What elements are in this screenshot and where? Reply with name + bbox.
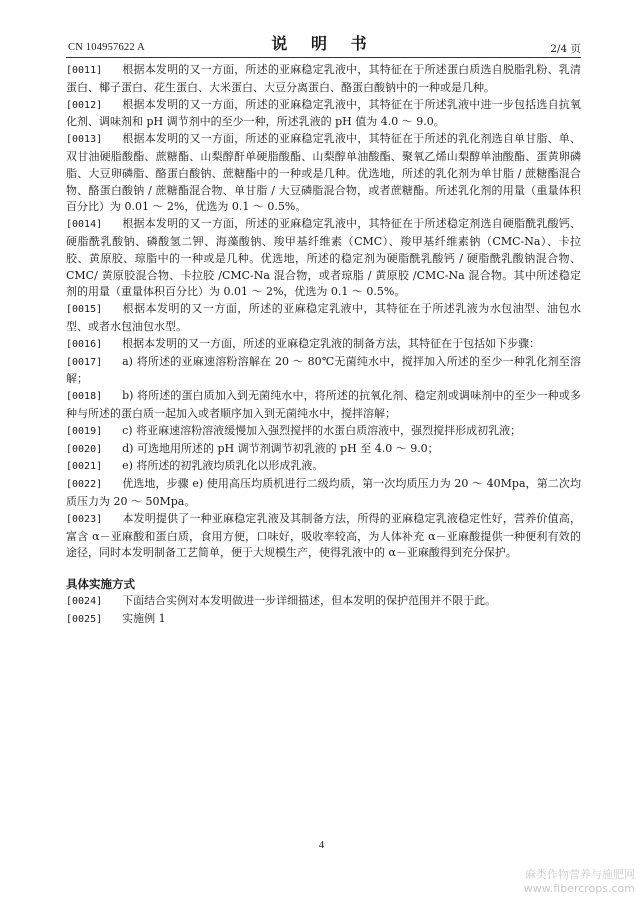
document-body [66, 62, 581, 629]
paragraph-0023 [66, 511, 581, 562]
site-watermark [524, 868, 635, 896]
paragraph-0013 [66, 131, 581, 216]
paragraph-text: 优选地，步骤 e) 使用高压均质机进行二级均质，第一次均质压力为 20 ～ 40Mpa，第二次均质压力为 20 ～ 50Mpa。 [66, 477, 581, 508]
paragraph-text: 根据本发明的又一方面，所述的亚麻稳定乳液中，其特征在于所述乳液为水包油型、油包水型、或者水包油包水型。 [66, 302, 581, 333]
paragraph-number: [0019] [66, 425, 103, 437]
paragraph-0017 [66, 354, 581, 389]
paragraph-number: [0013] [66, 134, 103, 146]
paragraph-0011 [66, 62, 581, 97]
paragraph-0024 [66, 593, 581, 611]
paragraph-text: 本发明提供了一种亚麻稳定乳液及其制备方法，所得的亚麻稳定乳液稳定性好，营养价值高，富含 α－亚麻酸和蛋白质，食用方便，口味好，吸收率较高，为人体补充 α－亚麻酸提供一种便利有效的途径，同时本发明制备工艺简单，便于大规模生产，使得乳液中的 α－亚麻酸得到充分保护。 [66, 511, 581, 560]
document-title: 说 明 书 [271, 34, 376, 53]
paragraph-number: [0020] [66, 443, 103, 455]
paragraph-text: e) 将所述的初乳液均质乳化以形成乳液。 [122, 459, 324, 473]
paragraph-number: [0016] [66, 338, 103, 350]
paragraph-number: [0021] [66, 461, 103, 473]
paragraph-number: [0024] [66, 596, 103, 608]
paragraph-0022 [66, 476, 581, 511]
paragraph-text: 实施例 1 [122, 611, 166, 625]
paragraph-number: [0017] [66, 356, 103, 368]
paragraph-0019 [66, 423, 581, 441]
paragraph-number: [0011] [66, 65, 103, 76]
page-indicator: 2/4 页 [550, 43, 581, 55]
paragraph-number: [0014] [66, 219, 103, 231]
paragraph-text: 根据本发明的又一方面，所述的亚麻稳定乳液中，其特征在于所述的乳化剂选自单甘脂、单、双甘油硬脂酸酯、蔗糖酯、山梨醇酐单硬脂酸酯、山梨醇单油酸酯、聚氧乙烯山梨醇单油酸酯、蛋黄卵磷脂、大豆卵磷脂、酪蛋白酸钠、蔗糖酯中的一种或是几种。优选地，所述的乳化剂为单甘脂 / 蔗糖酯混合物、酪蛋白酸钠 / 蔗糖酯混合物、单甘脂 / 大豆磷脂混合物，或者蔗糖酯。所述乳化剂的用量（重量体积百分比）为 0.01 ～ 2%，优选为 0.1 ～ 0.5%。 [66, 132, 581, 214]
paragraph-text: a) 将所述的亚麻速溶粉溶解在 20 ～ 80℃无菌纯水中，搅拌加入所述的至少一种乳化剂至溶解； [66, 354, 581, 386]
paragraph-0025 [66, 611, 581, 629]
paragraph-0021 [66, 458, 581, 476]
paragraph-0016 [66, 336, 581, 354]
paragraph-text: 根据本发明的又一方面，所述的亚麻稳定乳液中，其特征在于所述稳定剂选自硬脂酰乳酸钙、硬脂酰乳酸钠、磷酸氢二钾、海藻酸钠、羧甲基纤维素（CMC）、羧甲基纤维素钠（CMC-Na）、卡拉胶、黄原胶、琼脂中的一种或是几种。优选地，所述的稳定剂为硬脂酰乳酸钙 / 硬脂酰乳酸钠混合物、CMC/ 黄原胶混合物、卡拉胶 /CMC-Na 混合物，或者琼脂 / 黄原胶 /CMC-Na 混合物。其中所述稳定剂的用量（重量体积百分比）为 0.01 ～ 2%，优选为 0.1 ～ 0.5%。 [66, 217, 581, 299]
paragraph-text: b) 将所述的蛋白质加入到无菌纯水中，将所述的抗氧化剂、稳定剂或调味剂中的至少一种或多种与所述的蛋白质一起加入或者顺序加入到无菌纯水中，搅拌溶解； [66, 389, 581, 420]
watermark-url: www.fibercrops.com [523, 882, 635, 895]
paragraph-0015 [66, 301, 581, 336]
paragraph-text: 下面结合实例对本发明做进一步详细描述，但本发明的保护范围并不限于此。 [122, 594, 497, 608]
page-number: 4 [318, 839, 325, 851]
paragraph-number: [0012] [66, 99, 103, 111]
paragraph-number: [0023] [66, 513, 103, 525]
watermark-site-name: 麻类作物营养与施肥网 [525, 868, 635, 881]
section-spacer [66, 562, 581, 576]
paragraph-number: [0022] [66, 479, 103, 491]
paragraph-number: [0018] [66, 391, 103, 403]
paragraph-0020 [66, 441, 581, 459]
paragraph-text: c) 将亚麻速溶粉溶液缓慢加入强烈搅拌的水蛋白质溶液中，强烈搅拌形成初乳液； [122, 423, 522, 437]
page-header [66, 29, 581, 53]
header-divider [66, 57, 581, 58]
section-heading: 具体实施方式 [66, 577, 135, 592]
paragraph-0014 [66, 216, 581, 301]
paragraph-number: [0025] [66, 613, 103, 625]
paragraph-text: 根据本发明的又一方面，所述的亚麻稳定乳液中，其特征在于所述乳液中进一步包括选自抗氧化剂、调味剂和 pH 调节剂中的至少一种，所述乳液的 pH 值为 4.0 ～ 9.0。 [66, 97, 581, 129]
paragraph-text: 根据本发明的又一方面，所述的亚麻稳定乳液中，其特征在于所述蛋白质选自脱脂乳粉、乳清蛋白、椰子蛋白、花生蛋白、大米蛋白、大豆分离蛋白、酪蛋白酸钠中的一种或是几种。 [66, 63, 581, 94]
patent-number: CN 104957622 A [68, 42, 145, 53]
paragraph-number: [0015] [66, 304, 103, 316]
paragraph-text: d) 可选地用所述的 pH 调节剂调节初乳液的 pH 至 4.0 ～ 9.0； [122, 441, 439, 455]
paragraph-text: 根据本发明的又一方面，所述的亚麻稳定乳液的制备方法，其特征在于包括如下步骤： [122, 336, 541, 350]
paragraph-0012 [66, 97, 581, 132]
paragraph-0018 [66, 388, 581, 423]
